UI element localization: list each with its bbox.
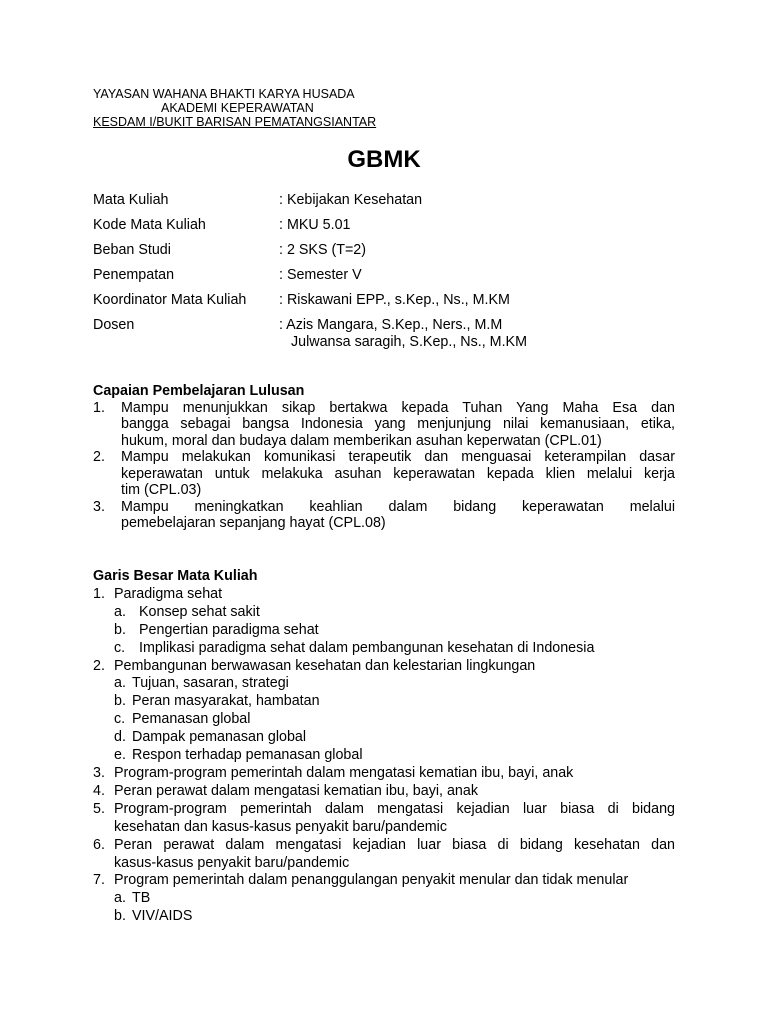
outline-topic-continuation	[93, 855, 675, 873]
topic-text: kesehatan dan kasus-kasus penyakit baru/pandemic	[114, 818, 448, 835]
learning-outcomes-heading: Capaian Pembelajaran Lulusan	[93, 383, 305, 399]
subtopic-letter: e.	[114, 747, 126, 764]
subtopic-text: Respon terhadap pemanasan global	[132, 747, 363, 764]
topic-number: 2.	[93, 657, 105, 674]
outline-subtopic	[93, 890, 675, 908]
subtopic-text: Pemanasan global	[132, 711, 251, 728]
outline-subtopic	[93, 693, 675, 711]
learning-outcomes-section	[93, 383, 675, 532]
course-name-value: : Kebijakan Kesehatan	[279, 192, 423, 208]
learning-outcome-continuation	[93, 466, 675, 483]
subtopic-letter: a.	[114, 603, 126, 620]
outcome-line: pemebelajaran sepanjang hayat (CPL.08)	[121, 515, 386, 531]
outcome-line: bangga sebagai bangsa Indonesia yang menjunjung nilai kemanusiaan, etika,	[121, 416, 675, 432]
subtopic-letter: a.	[114, 675, 126, 692]
outline-subtopic	[93, 604, 675, 622]
placement-label: Penempatan	[93, 267, 175, 283]
subtopic-text: Peran masyarakat, hambatan	[132, 693, 320, 710]
study-load-label: Beban Studi	[93, 242, 171, 258]
outline-topic	[93, 658, 675, 676]
coordinator-label: Koordinator Mata Kuliah	[93, 292, 247, 308]
topic-text: Pembangunan berwawasan kesehatan dan kelestarian lingkungan	[114, 657, 536, 674]
lecturer-value-1: : Azis Mangara, S.Kep., Ners., M.M	[279, 317, 503, 333]
learning-outcome-item	[93, 499, 675, 516]
topic-text: Paradigma sehat	[114, 585, 223, 602]
outline-subtopic	[93, 747, 675, 765]
outline-subtopic	[93, 711, 675, 729]
topic-number: 7.	[93, 872, 105, 889]
subtopic-text: Implikasi paradigma sehat dalam pembangunan kesehatan di Indonesia	[139, 639, 595, 656]
subtopic-letter: c.	[114, 639, 126, 656]
outline-subtopic	[93, 908, 675, 926]
outline-topic	[93, 837, 675, 855]
course-outline-section	[93, 568, 675, 926]
outcome-line: Mampu meningkatkan keahlian dalam bidang keperawatan melalui	[121, 498, 675, 515]
topic-text: Program-program pemerintah dalam mengatasi kejadian luar biasa di bidang	[114, 800, 675, 817]
subtopic-letter: c.	[114, 711, 126, 728]
subtopic-letter: d.	[114, 729, 126, 746]
subtopic-letter: b.	[114, 693, 126, 710]
subtopic-text: Tujuan, sasaran, strategi	[132, 675, 289, 692]
course-name-label: Mata Kuliah	[93, 192, 169, 208]
outline-subtopic	[93, 729, 675, 747]
placement-value: : Semester V	[279, 267, 362, 283]
topic-text: Peran perawat dalam mengatasi kematian ibu, bayi, anak	[114, 782, 478, 799]
course-code-label: Kode Mata Kuliah	[93, 217, 206, 233]
coordinator-row	[93, 290, 693, 315]
course-name-row	[93, 190, 693, 215]
subtopic-letter: b.	[114, 621, 126, 638]
topic-number: 6.	[93, 836, 105, 853]
learning-outcome-continuation	[93, 433, 675, 450]
subtopic-letter: a.	[114, 890, 126, 907]
topic-number: 4.	[93, 782, 105, 799]
learning-outcome-item	[93, 400, 675, 417]
study-load-row	[93, 240, 693, 265]
outline-subtopic	[93, 622, 675, 640]
outline-topic	[93, 872, 675, 890]
item-number: 2.	[93, 449, 105, 465]
outline-topic	[93, 801, 675, 819]
study-load-value: : 2 SKS (T=2)	[279, 242, 367, 258]
institution-location: KESDAM I/BUKIT BARISAN PEMATANGSIANTAR	[93, 115, 377, 129]
placement-row	[93, 265, 693, 290]
subtopic-text: Konsep sehat sakit	[139, 603, 260, 620]
outcome-line: Mampu melakukan komunikasi terapeutik dan menguasai keterampilan dasar	[121, 449, 675, 465]
subtopic-text: Dampak pemanasan global	[132, 729, 307, 746]
coordinator-value: : Riskawani EPP., s.Kep., Ns., M.KM	[279, 292, 510, 308]
learning-outcome-continuation	[93, 416, 675, 433]
outline-topic	[93, 586, 675, 604]
academy-name: AKADEMI KEPERAWATAN	[161, 101, 314, 115]
item-number: 1.	[93, 399, 105, 416]
outline-topic	[93, 765, 675, 783]
subtopic-letter: b.	[114, 908, 126, 925]
outcome-line: Mampu menunjukkan sikap bertakwa kepada Tuhan Yang Maha Esa dan	[121, 399, 675, 416]
learning-outcomes-list	[93, 400, 675, 532]
outline-subtopic	[93, 675, 675, 693]
outline-topic-continuation	[93, 819, 675, 837]
document-title: GBMK	[347, 146, 421, 173]
topic-number: 5.	[93, 800, 105, 817]
course-outline-heading: Garis Besar Mata Kuliah	[93, 568, 258, 584]
lecturer-label: Dosen	[93, 317, 135, 333]
outline-topic	[93, 783, 675, 801]
outcome-line: hukum, moral dan budaya dalam memberikan asuhan keperwatan (CPL.01)	[121, 432, 602, 449]
course-outline-list	[93, 586, 675, 926]
learning-outcome-continuation	[93, 515, 675, 532]
topic-text: kasus-kasus penyakit baru/pandemic	[114, 854, 350, 871]
topic-number: 3.	[93, 764, 105, 781]
outcome-line: tim (CPL.03)	[121, 482, 202, 498]
institution-name: YAYASAN WAHANA BHAKTI KARYA HUSADA	[93, 87, 355, 101]
outline-subtopic	[93, 640, 675, 658]
course-info-table	[93, 190, 693, 351]
subtopic-text: TB	[132, 890, 151, 907]
topic-number: 1.	[93, 585, 105, 602]
subtopic-text: VIV/AIDS	[132, 908, 193, 925]
topic-text: Program pemerintah dalam penanggulangan penyakit menular dan tidak menular	[114, 872, 629, 889]
lecturer-value-2: Julwansa saragih, S.Kep., Ns., M.KM	[291, 334, 527, 350]
lecturer-row	[93, 315, 693, 351]
learning-outcome-continuation	[93, 482, 675, 499]
topic-text: Program-program pemerintah dalam mengatasi kematian ibu, bayi, anak	[114, 764, 574, 781]
topic-text: Peran perawat dalam mengatasi kejadian luar biasa di bidang kesehatan dan	[114, 836, 675, 853]
course-code-value: : MKU 5.01	[279, 217, 351, 233]
outcome-line: keperawatan untuk melakuka asuhan keperawatan kepada klien melalui kerja	[121, 465, 675, 482]
course-code-row	[93, 215, 693, 240]
learning-outcome-item	[93, 449, 675, 466]
item-number: 3.	[93, 498, 105, 515]
subtopic-text: Pengertian paradigma sehat	[139, 621, 319, 638]
